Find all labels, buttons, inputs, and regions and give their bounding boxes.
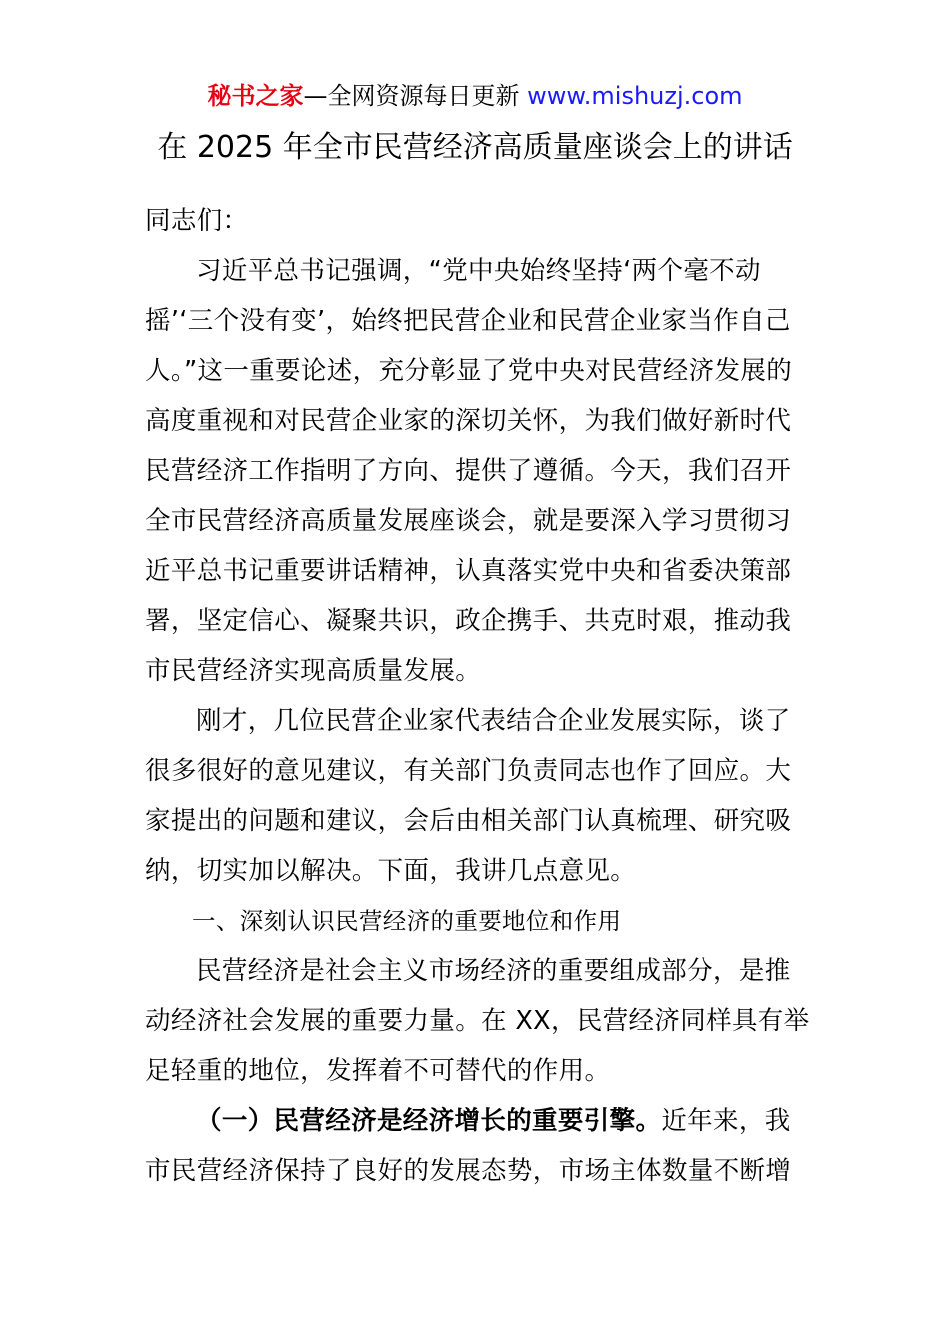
paragraph-responses: 刚才，几位民营企业家代表结合企业发展实际，谈了很多很好的意见建议，有关部门负责同志也作了回应。大家提出的问题和建议，会后由相关部门认真梳理、研究吸纳，切实加以解决。下面，我讲几点意见。	[145, 706, 792, 886]
sub-point-text: 近年来，我市民营经济保持了良好的发展态势，市场主体数量不断增	[145, 1106, 792, 1186]
brand-name: 秘书之家	[207, 82, 304, 110]
site-header	[0, 80, 950, 112]
sub-point-lead: （一）民营经济是经济增长的重要引擎。	[196, 1106, 662, 1136]
paragraph-opening: 习近平总书记强调，“党中央始终坚持‘两个毫不动摇’‘三个没有变’，始终把民营企业和民营企业家当作自己人。”这一重要论述，充分彰显了党中央对民营经济发展的高度重视和对民营企业家的深切关怀，为我们做好新时代民营经济工作指明了方向、提供了遵循。今天，我们召开全市民营经济高质量发展座谈会，就是要深入学习贯彻习近平总书记重要讲话精神，认真落实党中央和省委决策部署，坚定信心、凝聚共识，政企携手、共克时艰，推动我市民营经济实现高质量发展。	[145, 256, 793, 686]
header-tagline: —全网资源每日更新	[303, 82, 528, 110]
site-url-link[interactable]: www.mishuzj.com	[527, 82, 743, 110]
sub-point-paragraph	[145, 1096, 810, 1196]
document-title: 在 2025 年全市民营经济高质量座谈会上的讲话	[157, 130, 793, 165]
document-body	[145, 196, 810, 1196]
section-heading: 一、深刻认识民营经济的重要地位和作用	[192, 907, 622, 935]
section-paragraph: 民营经济是社会主义市场经济的重要组成部分，是推动经济社会发展的重要力量。在 XX，民营经济同样具有举足轻重的地位，发挥着不可替代的作用。	[145, 956, 810, 1086]
salutation: 同志们：	[145, 206, 249, 236]
